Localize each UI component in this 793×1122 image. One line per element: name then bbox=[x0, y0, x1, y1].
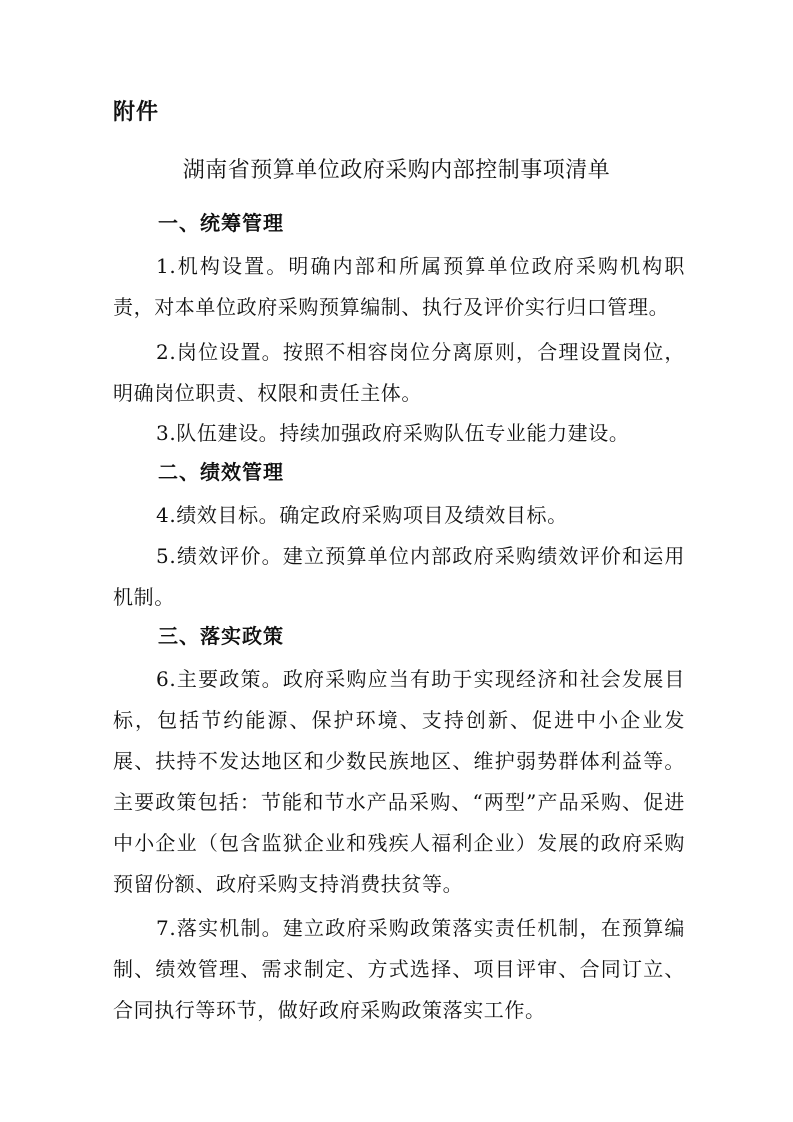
paragraph-item-1: 1.机构设置。明确内部和所属预算单位政府采购机构职责，对本单位政府采购预算编制、执行及评价实行归口管理。 bbox=[113, 254, 685, 319]
paragraph-item-2: 2.岗位设置。按照不相容岗位分离原则，合理设置岗位，明确岗位职责、权限和责任主体。 bbox=[113, 340, 685, 405]
paragraph-item-4: 4.绩效目标。确定政府采购项目及绩效目标。 bbox=[156, 503, 568, 527]
section-heading-1: 一、统筹管理 bbox=[158, 211, 284, 235]
paragraph-item-7: 7.落实机制。建立政府采购政策落实责任机制，在预算编制、绩效管理、需求制定、方式选择、项目评审、合同订立、合同执行等环节，做好政府采购政策落实工作。 bbox=[113, 916, 685, 1022]
paragraph-item-5: 5.绩效评价。建立预算单位内部政府采购绩效评价和运用机制。 bbox=[113, 544, 685, 609]
attachment-label: 附件 bbox=[113, 100, 160, 125]
paragraph-item-3: 3.队伍建设。持续加强政府采购队伍专业能力建设。 bbox=[156, 421, 630, 445]
section-heading-3: 三、落实政策 bbox=[158, 624, 284, 648]
paragraph-item-6: 6.主要政策。政府采购应当有助于实现经济和社会发展目标，包括节约能源、保护环境、支持创新、促进中小企业发展、扶持不发达地区和少数民族地区、维护弱势群体利益等。主要政策包括：节能和节水产品采购、“两型”产品采购、促进中小企业（包含监狱企业和残疾人福利企业）发展的政府采购预留份额、政府采购支持消费扶贫等。 bbox=[113, 667, 685, 896]
section-heading-2: 二、绩效管理 bbox=[158, 460, 284, 484]
document-title: 湖南省预算单位政府采购内部控制事项清单 bbox=[182, 158, 611, 183]
